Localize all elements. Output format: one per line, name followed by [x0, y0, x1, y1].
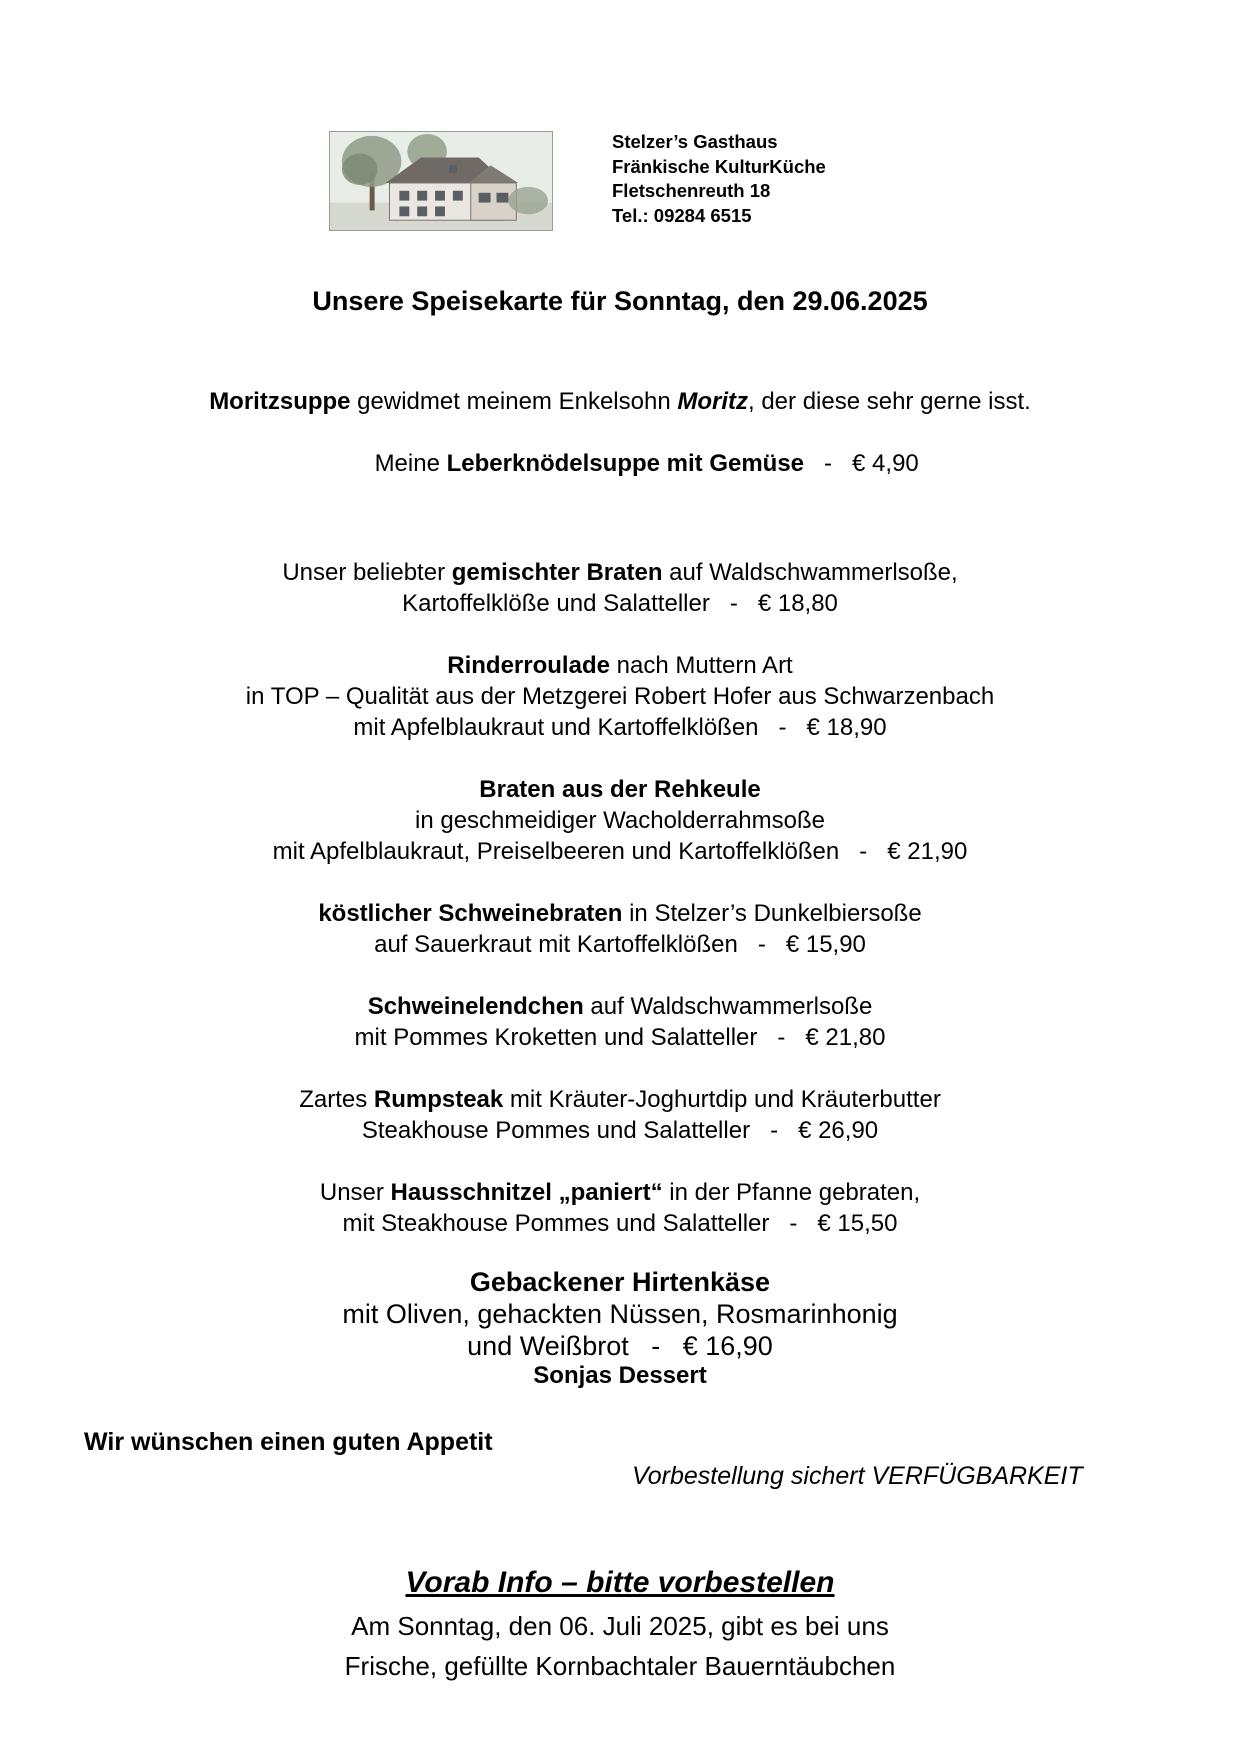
- gasthaus-logo-image: [329, 131, 553, 231]
- menu-item-hausschnitzel: [0, 1177, 1240, 1239]
- dish-description-price: mit Apfelblaukraut, Preiselbeeren und Kartoffelklößen - € 21,90: [272, 838, 968, 865]
- dish-text: mit Kräuter-Joghurtdip und Kräuterbutter: [503, 1086, 941, 1113]
- menu-item-hirtenkaese: [0, 1266, 1240, 1362]
- restaurant-tagline: Fränkische KulturKüche: [612, 155, 826, 177]
- dish-text: nach Muttern Art: [609, 652, 793, 679]
- dish-name: Hausschnitzel „paniert“: [390, 1179, 663, 1206]
- dish-name: Gebackener Hirtenkäse: [469, 1267, 771, 1297]
- dish-text: auf Waldschwammerlsoße: [583, 993, 873, 1020]
- dish-description: in geschmeidiger Wacholderrahmsoße: [415, 807, 825, 834]
- appetit-greeting: Wir wünschen einen guten Appetit: [84, 1428, 493, 1456]
- dish-text: Zartes: [299, 1086, 374, 1113]
- preorder-note: Vorbestellung sichert VERFÜGBARKEIT: [632, 1462, 1083, 1490]
- dish-text: Unser beliebter: [282, 559, 452, 586]
- house-sketch-icon: [330, 132, 552, 230]
- dish-name: Moritzsuppe: [209, 388, 351, 415]
- menu-item-moritzsuppe: [0, 386, 1240, 510]
- dish-text: Unser: [319, 1179, 391, 1206]
- dish-text: auf Waldschwammerlsoße,: [662, 559, 958, 586]
- dish-name: gemischter Braten: [451, 559, 663, 586]
- dish-name: Schweinelendchen: [367, 993, 584, 1020]
- dish-name: Rinderroulade: [447, 652, 610, 679]
- dish-price: - € 4,90: [804, 450, 919, 477]
- dish-name: Braten aus der Rehkeule: [479, 776, 761, 803]
- dish-description-price: Steakhouse Pommes und Salatteller - € 26,90: [361, 1117, 879, 1144]
- dish-description-price: mit Steakhouse Pommes und Salatteller - € 15,50: [342, 1210, 898, 1237]
- info-line-2: Frische, gefüllte Kornbachtaler Bauerntäubchen: [344, 1651, 896, 1681]
- menu-item-rehkeule: [0, 774, 1240, 867]
- dish-text: , der diese sehr gerne isst.: [748, 388, 1031, 415]
- dish-name: Leberknödelsuppe mit Gemüse: [446, 450, 805, 477]
- menu-item-rinderroulade: [0, 650, 1240, 743]
- menu-item-rumpsteak: [0, 1084, 1240, 1146]
- page-title: Unsere Speisekarte für Sonntag, den 29.06.2025: [312, 286, 928, 316]
- dish-description-price: auf Sauerkraut mit Kartoffelklößen - € 15,90: [374, 931, 866, 958]
- menu-item-schweinebraten: [0, 898, 1240, 960]
- info-heading: Vorab Info – bitte vorbestellen: [405, 1566, 835, 1599]
- dish-description-price: und Weißbrot - € 16,90: [467, 1331, 773, 1361]
- restaurant-name: Stelzer’s Gasthaus: [612, 131, 778, 152]
- dish-description: mit Oliven, gehackten Nüssen, Rosmarinhonig: [342, 1299, 898, 1329]
- dish-description-price: mit Pommes Kroketten und Salatteller - € 21,80: [354, 1024, 886, 1051]
- info-text: [0, 1606, 1240, 1686]
- dish-description-price: Kartoffelklöße und Salatteller - € 18,80: [402, 590, 838, 617]
- dish-text: Meine: [374, 450, 447, 477]
- restaurant-address-block: [612, 130, 826, 228]
- restaurant-street: Fletschenreuth 18: [612, 180, 771, 201]
- dish-description-price: mit Apfelblaukraut und Kartoffelklößen - € 18,90: [353, 714, 887, 741]
- dish-name: Rumpsteak: [373, 1086, 504, 1113]
- info-line-1: Am Sonntag, den 06. Juli 2025, gibt es bei uns: [351, 1611, 889, 1641]
- menu-list: [0, 386, 1240, 1362]
- dish-text: in Stelzer’s Dunkelbiersoße: [622, 900, 922, 927]
- dish-dedication: Moritz: [677, 388, 748, 415]
- menu-item-schweinelendchen: [0, 991, 1240, 1053]
- menu-item-gemischter-braten: [0, 557, 1240, 619]
- dish-description: in TOP – Qualität aus der Metzgerei Robert Hofer aus Schwarzenbach: [245, 683, 995, 710]
- restaurant-phone: Tel.: 09284 6515: [612, 204, 752, 226]
- dessert-label: Sonjas Dessert: [533, 1362, 707, 1389]
- dish-text: in der Pfanne gebraten,: [662, 1179, 921, 1206]
- dish-name: köstlicher Schweinebraten: [318, 900, 623, 927]
- dish-text: gewidmet meinem Enkelsohn: [350, 388, 678, 415]
